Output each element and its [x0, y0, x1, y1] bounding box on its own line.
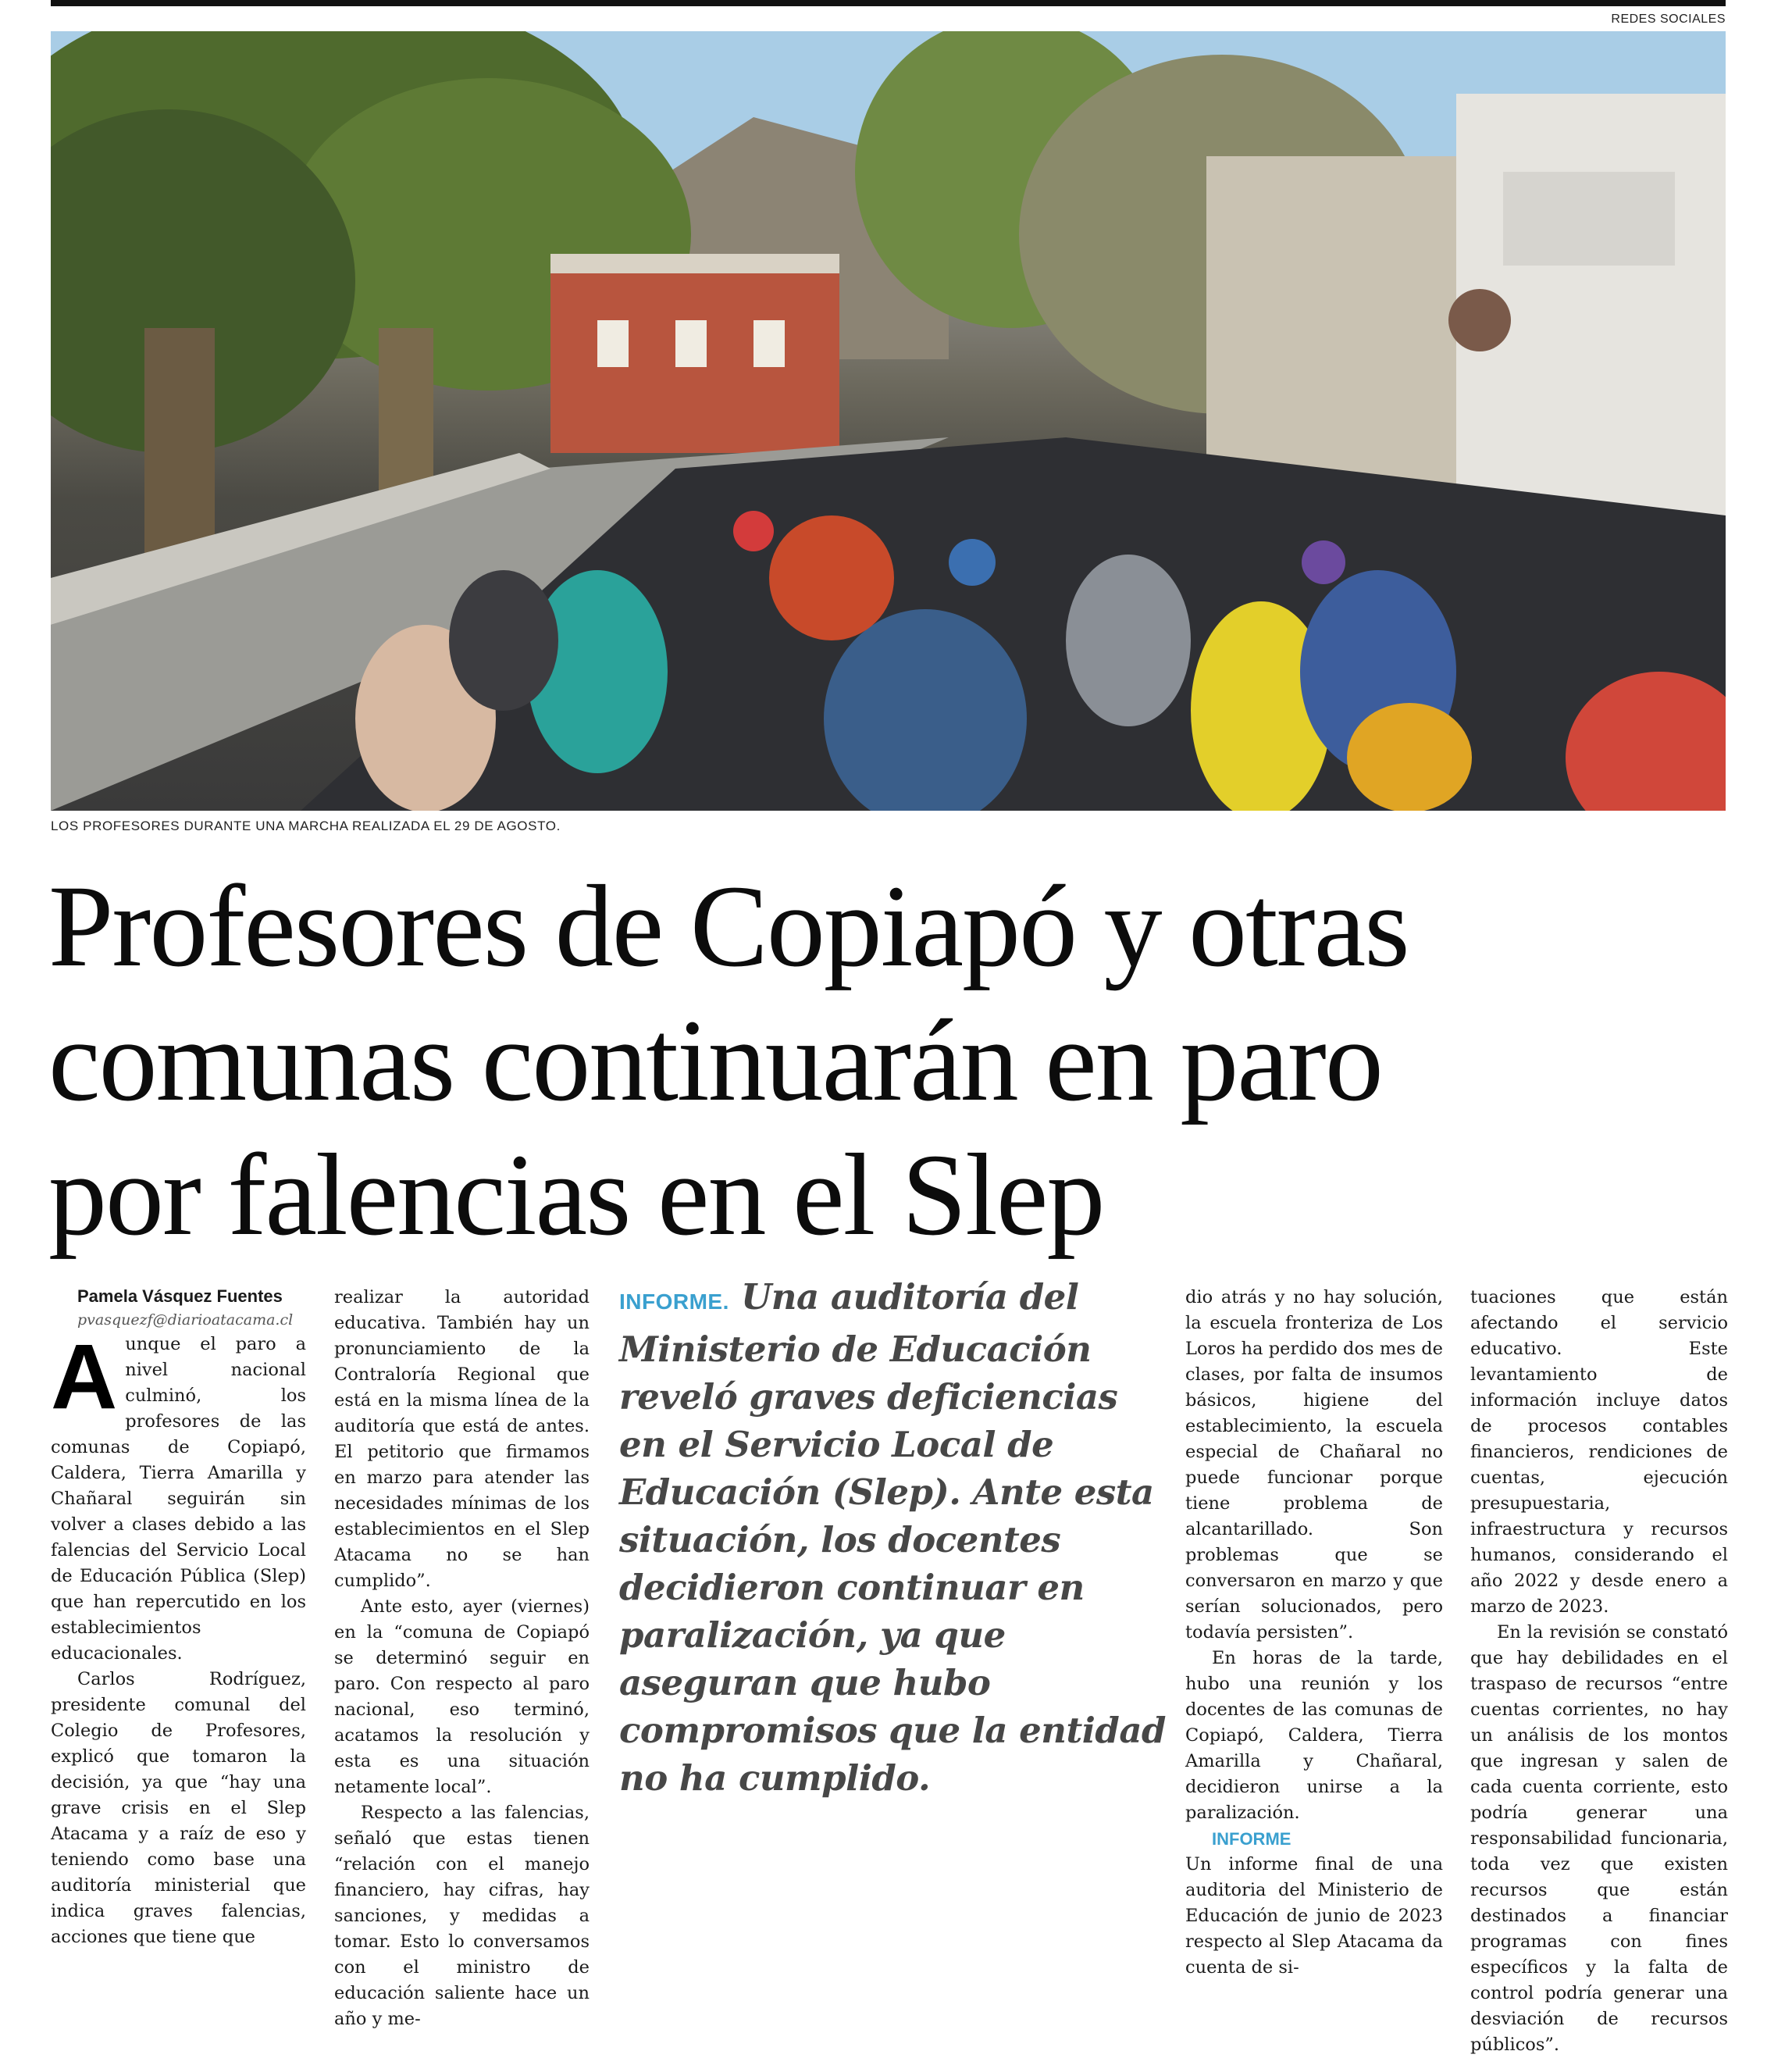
paragraph: En horas de la tarde, hubo una reunión y los docentes de las comunas de Copiapó, Caldera, Tierra Amarilla y Chañaral, decidieron unirse a la paralización. — [1185, 1648, 1443, 1823]
drop-cap: A — [51, 1325, 118, 1428]
article-column-1 — [51, 1285, 306, 1950]
paragraph — [51, 1325, 306, 1667]
paragraph: realizar la autoridad educativa. También hay un pronunciamiento de la Contraloría Regional que está en la misma línea de la auditoría que está de antes. El petitorio que firmamos en marzo para atender las necesidades mínimas de los establecimientos en el Slep Atacama no se han cumplido”. — [334, 1287, 590, 1591]
lead-text: Una auditoría del Ministerio de Educación reveló graves deficiencias en el Servicio Local de Educación (Slep). Ante esta situación, los docentes decidieron continuar en paralización, ya que aseguran que hubo compromisos que la entidad no ha cumplido. — [619, 1276, 1166, 1799]
article-column-4 — [1470, 1285, 1728, 2058]
headline-line-1: Profesores de Copiapó y otras — [48, 861, 1409, 991]
photo-caption: LOS PROFESORES DURANTE UNA MARCHA REALIZADA EL 29 DE AGOSTO. — [51, 819, 561, 833]
article-column-2 — [334, 1285, 590, 2032]
headline — [48, 859, 1727, 1262]
paragraph: dio atrás y no hay solución, la escuela fronteriza de Los Loros ha perdido dos mes de clases, por falta de insumos básicos, higiene del establecimiento, la escuela especial de Chañaral no puede funcionar porque tiene problema de alcantarillado. Son problemas que se conversaron en marzo y que serían solucionados, pero todavía persisten”. — [1185, 1287, 1443, 1642]
paragraph: Respecto a las falencias, señaló que estas tienen “relación con el manejo financiero, hay cifras, hay sanciones, y medidas a tomar. Esto lo conversamos con el ministro de educación saliente hace un año y me- — [334, 1803, 590, 2029]
lead-summary — [619, 1273, 1166, 1802]
paragraph: tuaciones que están afectando el servicio educativo. Este levantamiento de información incluye datos de procesos contables financieros, rendiciones de cuentas, ejecución presupuestaria, infraestructura y recursos humanos, considerando el año 2022 y desde enero a marzo de 2023. — [1470, 1287, 1728, 1617]
headline-line-3: por falencias en el Slep — [48, 1130, 1104, 1260]
paragraph: Un informe final de una auditoria del Ministerio de Educación de junio de 2023 respecto al Slep Atacama da cuenta de si- — [1185, 1854, 1443, 1978]
lead-tag: INFORME. — [619, 1289, 729, 1314]
paragraph: En la revisión se constató que hay debilidades en el traspaso de recursos “entre cuentas corrientes, no hay un análisis de los montos que ingresan y salen de cada cuenta corriente, esto podría generar una responsabilidad funcionaria, toda vez que existen recursos que están destinados a financiar programas con fines específicos y la falta de control podría generar una desviación de recursos públicos”. — [1470, 1622, 1728, 2055]
march-photo — [51, 31, 1726, 811]
article-column-3 — [1185, 1285, 1443, 1981]
section-subhead: INFORME — [1212, 1829, 1291, 1849]
photo-credit: REDES SOCIALES — [1611, 12, 1726, 26]
author-email: pvasquezf@diarioatacama.cl — [77, 1311, 294, 1329]
top-rule — [51, 0, 1726, 6]
paragraph-text: unque el paro a nivel nacional culminó, los profesores de las comunas de Copiapó, Caldera, Tierra Amarilla y Chañaral seguirán sin volver a clases debido a las falencias del Servicio Local de Educación Pública (Slep) que han repercutido en los establecimientos educacionales. — [51, 1334, 306, 1664]
paragraph: Carlos Rodríguez, presidente comunal del Colegio de Profesores, explicó que tomaron la decisión, ya que “hay una grave crisis en el Slep Atacama y a raíz de eso y teniendo como base una auditoría ministerial que indica graves falencias, acciones que tiene que — [51, 1669, 306, 1947]
paragraph: Ante esto, ayer (viernes) en la “comuna de Copiapó se determinó seguir en paro. Con respecto al paro nacional, eso terminó, acatamos la resolución y esta es una situación netamente local”. — [334, 1596, 590, 1797]
street-march-illustration — [51, 31, 1726, 811]
headline-line-2: comunas continuarán en paro — [48, 996, 1382, 1125]
author-name: Pamela Vásquez Fuentes — [77, 1286, 283, 1306]
